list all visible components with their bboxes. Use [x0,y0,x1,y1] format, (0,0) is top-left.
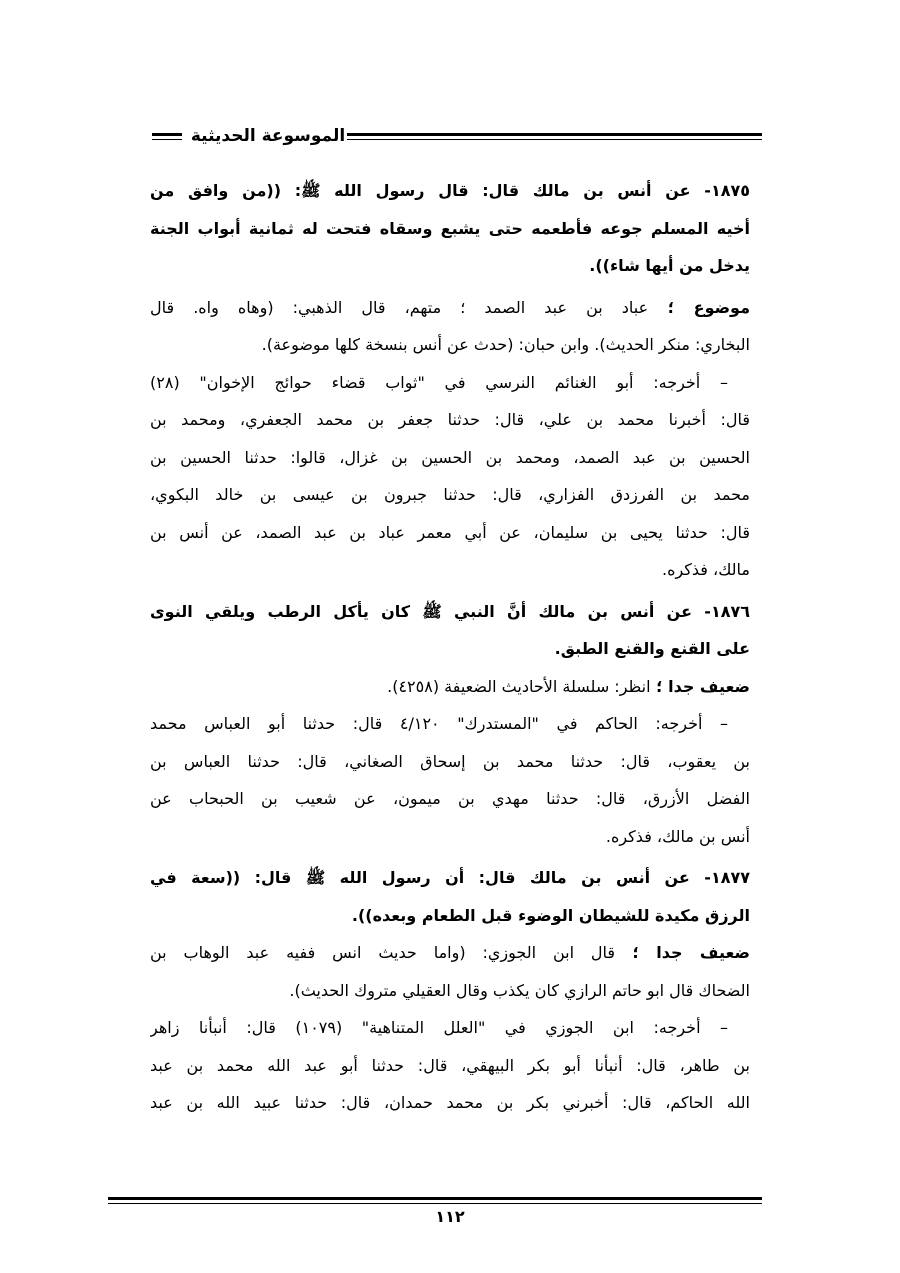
line-rest: عباد بن عبد الصمد ؛ متهم، قال الذهبي: (وهاه واه. قال [150,297,649,317]
text-line [150,934,750,972]
running-header [152,122,762,152]
grading-label: ضعيف جدا ؛ [615,943,750,962]
text-line: يدخل من أيها شاء)). [589,256,750,275]
page-number: ١١٢ [435,1207,465,1226]
text-line: على القنع والقنع الطبق. [554,639,750,658]
text-line [150,289,750,327]
text-line: أخيه المسلم جوعه فأطعمه حتى يشبع وسقاه فتحت له ثمانية أبواب الجنة [150,218,750,238]
text-line: الله الحاكم، قال: أخبرني بكر بن محمد حمدان، قال: حدثنا عبيد الله بن عبد [150,1093,750,1112]
text-line: ١٨٧٧- عن أنس بن مالك قال: أن رسول الله ﷺ قال: ((سعة في [150,868,750,887]
text-line: أنس بن مالك، فذكره. [605,826,750,846]
text-line [150,668,750,706]
text-line: الفضل الأزرق، قال: حدثنا مهدي بن ميمون، عن شعيب بن الحبحاب عن [150,789,750,808]
text-line: – أخرجه: الحاكم في "المستدرك" ٤/١٢٠ قال: حدثنا أبو العباس محمد [150,714,728,733]
header-title: الموسوعة الحديثية [190,126,346,146]
header-rule-right [347,133,762,140]
header-rule-left [152,133,182,140]
grading-label: ضعيف جدا ؛ [650,676,750,696]
grading-label: موضوع ؛ [648,297,750,317]
text-line: ١٨٧٦- عن أنس بن مالك أنَّ النبي ﷺ كان يأكل الرطب ويلقي النوى [150,601,750,621]
page-body [150,172,750,1122]
text-line: – أخرجه: ابن الجوزي في "العلل المتناهية" (١٠٧٩) قال: أنبأنا زاهر [150,1018,728,1037]
text-line: البخاري: منكر الحديث). وابن حبان: (حدث عن أنس بنسخة كلها موضوعة). [261,335,750,354]
text-line: الرزق مكيدة للشيطان الوضوء قبل الطعام وبعده)). [351,905,750,925]
text-line: ١٨٧٥- عن أنس بن مالك قال: قال رسول الله ﷺ: ((من وافق من [150,181,750,200]
text-line: الضحاك قال ابو حاتم الرازي كان يكذب وقال العقيلي متروك الحديث). [289,980,750,1000]
text-line: الحسين بن عبد الصمد، ومحمد بن الحسين بن غزال، قالوا: حدثنا الحسين بن [150,447,750,467]
text-line: محمد بن الفرزدق الفزاري، قال: حدثنا جبرون بن عيسى بن خالد البكوي، [150,485,750,504]
line-rest: قال ابن الجوزي: (واما حديث انس ففيه عبد الوهاب بن [150,943,616,962]
text-line: – أخرجه: أبو الغنائم النرسي في "ثواب قضاء حوائج الإخوان" (٢٨) [150,372,728,392]
text-line: قال: أخبرنا محمد بن علي، قال: حدثنا جعفر بن محمد الجعفري، ومحمد بن [150,410,750,429]
text-line: قال: حدثنا يحيى بن سليمان، عن أبي معمر عباد بن عبد الصمد، عن أنس بن [150,522,750,542]
text-line: بن يعقوب، قال: حدثنا محمد بن إسحاق الصغاني، قال: حدثنا العباس بن [150,751,750,771]
text-line: مالك، فذكره. [661,560,750,579]
text-line: بن طاهر، قال: أنبأنا أبو بكر البيهقي، قال: حدثنا أبو عبد الله محمد بن عبد [150,1055,750,1075]
footer-rule [108,1197,762,1204]
line-rest: انظر: سلسلة الأحاديث الضعيفة (٤٢٥٨). [387,676,651,696]
